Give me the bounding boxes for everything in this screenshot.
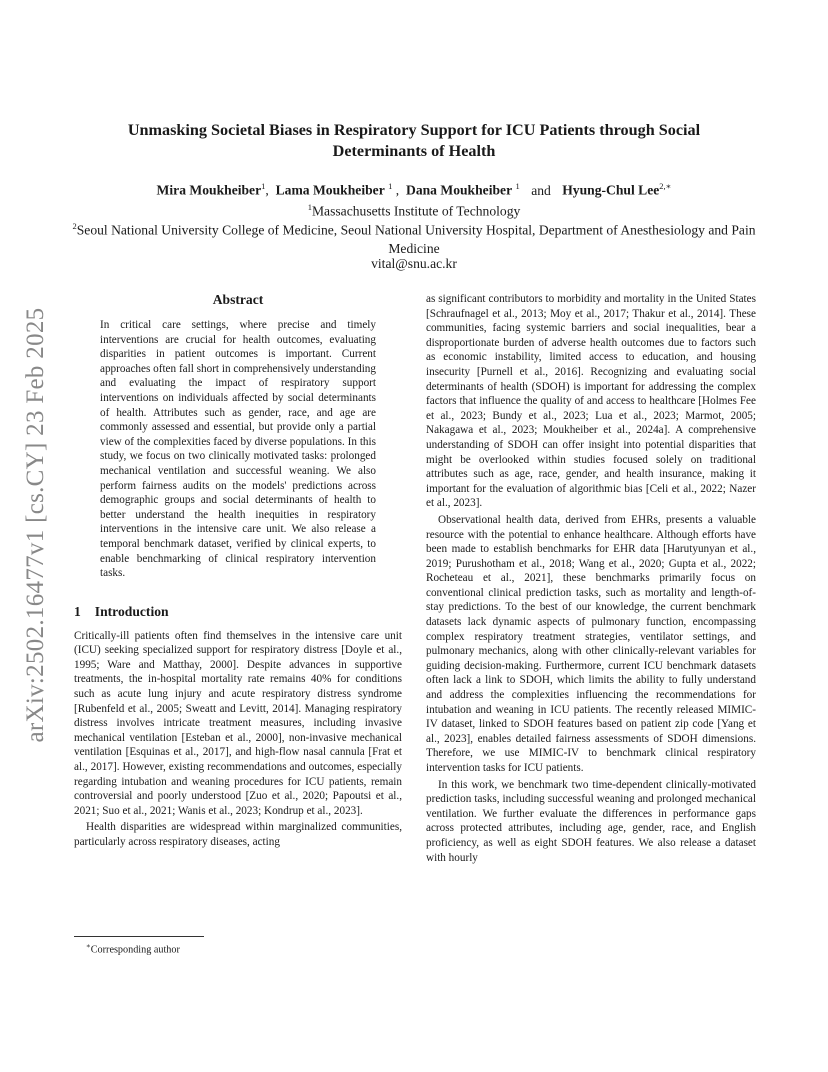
footnote <box>86 940 180 956</box>
author-affiliation-mark: 1 <box>261 181 266 191</box>
author-separator: , <box>395 182 400 198</box>
affiliation-text: Massachusetts Institute of Technology <box>311 203 521 219</box>
body-paragraph: Critically-ill patients often find themselves in the intensive care unit (ICU) seeking specialized support for respiratory distress [Doyle et al., 1995; Ware and Matthay, 2000]. Despite advances in supportive treatments, the in-hospital mortality rate remains 40% for conditions such as acute lung injury and acute respiratory distress syndrome [Rubenfeld et al., 2005; Sweatt and Levitt, 2014]. Managing respiratory distress involves intricate treatment measures, including invasive mechanical ventilation [Esteban et al., 2000], non-invasive mechanical ventilation [Esquinas et al., 2017], and high-flow nasal cannula [Frat et al., 2017]. However, existing recommendations and outcomes, especially regarding intubation and weaning procedures for ICU patients, remain controversial and poorly understood [Zuo et al., 2020; Papoutsi et al., 2021; Suo et al., 2021; Wanis et al., 2023; Kondrup et al., 2023]. <box>74 629 402 817</box>
affiliation-mark: 1 <box>307 202 312 212</box>
author-conjunction: and <box>531 182 551 198</box>
paper-title: Unmasking Societal Biases in Respiratory Support for ICU Patients through Social Determinants of Health <box>127 121 701 160</box>
author-name: Lama Moukheiber <box>275 182 385 198</box>
body-paragraph: In this work, we benchmark two time-dependent clinically-motivated prediction tasks, including successful weaning and prolonged mechanical ventilation. We further evaluate the differences in performance gaps across protected attributes, including age, gender, race, and English proficiency, as well as eight SDOH features. We also release a dataset with hourly <box>426 778 756 864</box>
author-separator: , <box>265 182 269 198</box>
author-name: Mira Moukheiber <box>156 182 262 198</box>
affiliation-mark: 2 <box>72 221 77 231</box>
arxiv-stamp <box>16 290 56 760</box>
section-heading <box>74 603 402 621</box>
contact-email: vital@snu.ac.kr <box>371 256 457 271</box>
right-column <box>426 292 756 865</box>
footnote-mark: ∗ <box>86 942 91 950</box>
affiliation-text: Seoul National University College of Medicine, Seoul National University Hospital, Department of Anesthesiology and Pain Medicine <box>76 222 756 256</box>
body-paragraph: as significant contributors to morbidity and mortality in the United States [Schraufnagel et al., 2013; Moy et al., 2017; Thakur et al., 2014]. These communities, facing systemic barriers and social inequalities, bear a disproportionate burden of adverse health outcomes due to factors such as economic instability, limited access to education, and housing insecurity [Purnell et al., 2016]. Recognizing and evaluating social determinants of health (SDOH) is important for addressing the complex factors that influence the quality of and access to healthcare [Holmes Fee et al., 2023; Bundy et al., 2023; Lua et al., 2023; Marmot, 2005; Nakagawa et al., 2023; Moukheiber et al., 2024a]. A comprehensive understanding of SDOH can offer insight into potential disparities that might be overlooked within studies focused solely on traditional attributes such as age, race, gender, and health insurance, making it important for the evaluation of algorithmic bias [Celi et al., 2022; Nazer et al., 2023]. <box>426 293 756 510</box>
body-paragraph: Health disparities are widespread within marginalized communities, particularly across respiratory diseases, acting <box>74 821 402 848</box>
arxiv-stamp-text: arXiv:2502.16477v1 [cs.CY] 23 Feb 2025 <box>22 307 49 743</box>
author-affiliation-mark: 2,∗ <box>659 181 672 191</box>
abstract-heading: Abstract <box>212 292 264 307</box>
affiliation <box>70 217 758 258</box>
footnote-rule <box>74 936 204 937</box>
left-column <box>74 290 402 850</box>
section-number: 1 <box>74 603 81 619</box>
author-list <box>70 177 758 200</box>
author-name: Dana Moukheiber <box>406 182 513 198</box>
footnote-text: Corresponding author <box>90 944 180 956</box>
author-affiliation-mark: 1 <box>515 181 520 191</box>
abstract-text: In critical care settings, where precise and timely interventions are crucial for health outcomes, evaluating disparities in patient outcomes is important. Current approaches often fall short in comprehensively understanding and evaluating the impact of respiratory support interventions on individuals affected by social determinants of health. Attributes such as gender, race, and age are commonly assessed and essential, but provide only a partial view of the complexities faced by diverse populations. In this study, we focus on two clinically motivated tasks: prolonged mechanical ventilation and successful weaning. We also perform fairness audits on the models' predictions across demographic groups and social determinants of health to better understand the health inequities in respiratory interventions in the intensive care unit. We also release a temporal benchmark dataset, verified by clinical experts, to enable benchmarking of clinical respiratory intervention tasks. <box>100 319 376 580</box>
author-name: Hyung-Chul Lee <box>562 182 660 198</box>
section-title: Introduction <box>94 603 169 619</box>
body-paragraph: Observational health data, derived from EHRs, presents a valuable resource with the potential to enhance healthcare. Although efforts have been made to establish benchmarks for EHR data [Harutyunyan et al., 2019; Purushotham et al., 2018; Wang et al., 2020; Gupta et al., 2022; Rocheteau et al., 2021], these benchmarks primarily focus on conventional clinical prediction tasks, such as mortality and length-of-stay predictions. To the best of our knowledge, the current benchmark datasets lack dynamic aspects of pulmonary function, encompassing complex respiratory treatment strategies, ventilator settings, and pulmonary mechanics, along with other clinically-relevant variables for guiding decision-making. Furthermore, current ICU benchmark datasets often lack a link to SDOH, which limits the ability to fully understand and address the complexities influencing the recommendations for intubation and weaning in ICU patients. The recently released MIMIC-IV dataset, linked to SDOH features based on patient zip code [Yang et al., 2023], enables detailed fairness assessments of SDOH dimensions. Therefore, we use MIMIC-IV to benchmark clinical respiratory intervention tasks for ICU patients. <box>426 513 756 774</box>
author-affiliation-mark: 1 <box>388 181 393 191</box>
